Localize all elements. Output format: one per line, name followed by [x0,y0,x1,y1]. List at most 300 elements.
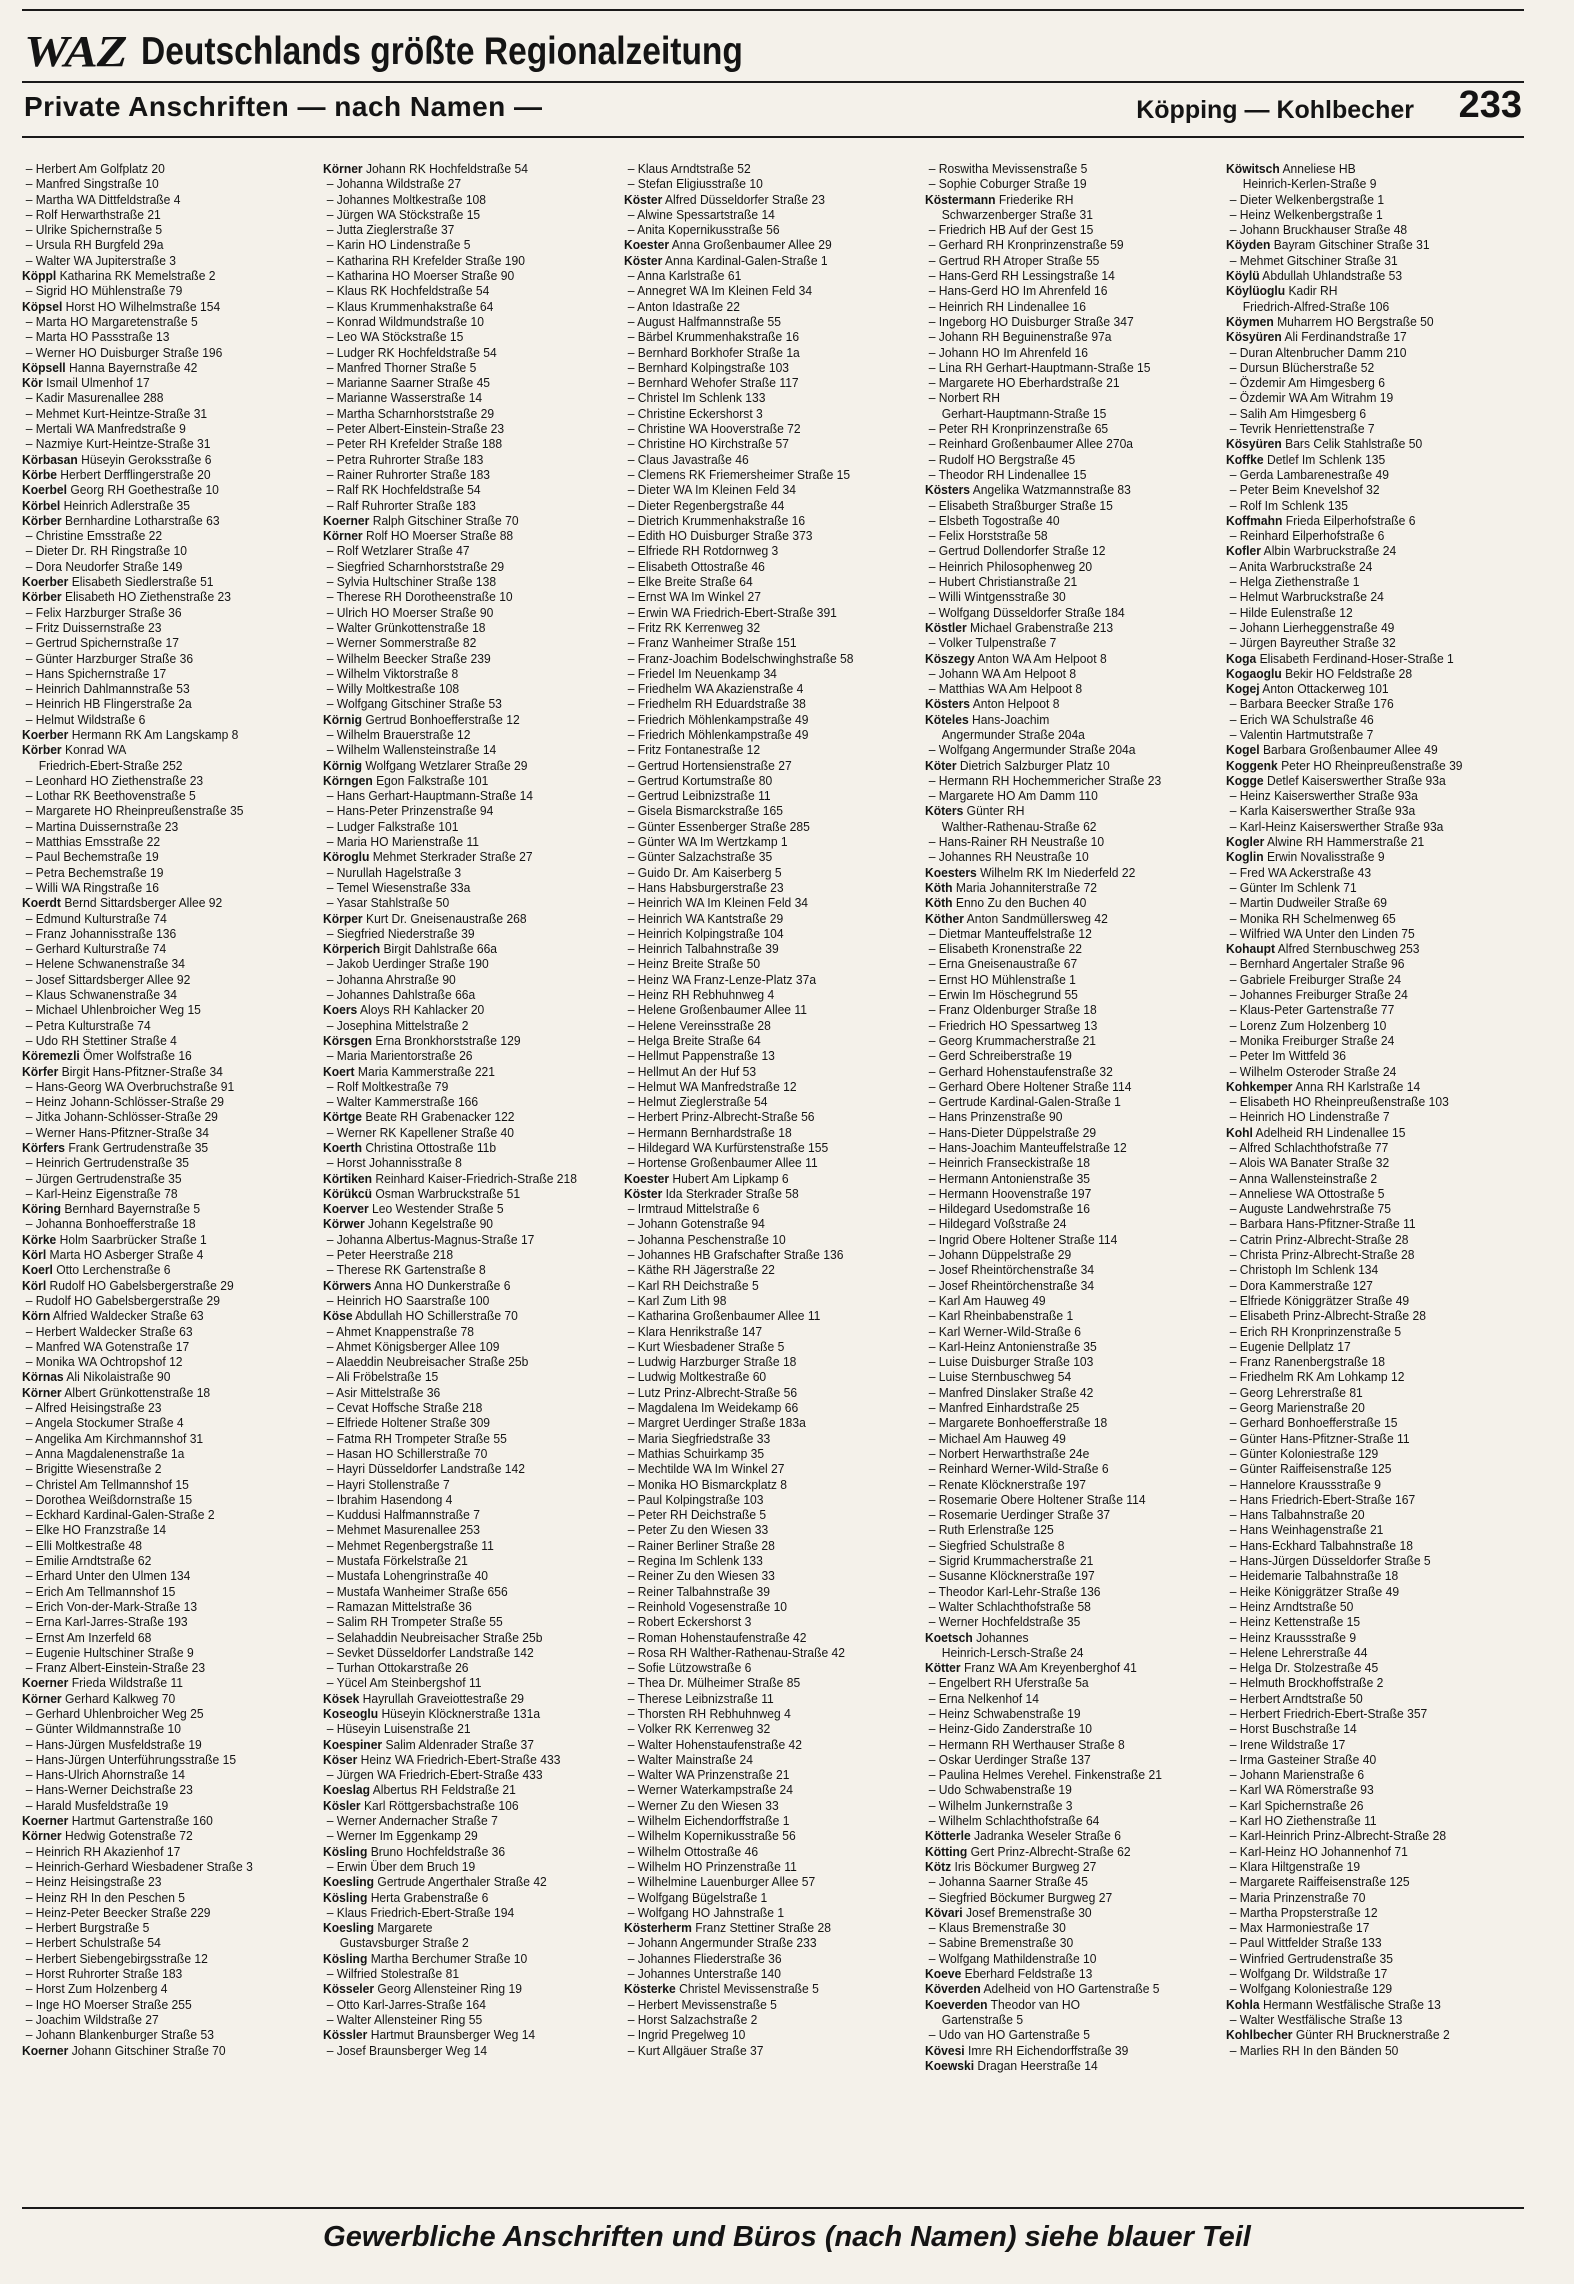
listing-entry: – Martha Propsterstraße 12 [1229,1904,1378,1920]
listing-column-5 [1226,161,1527,2073]
listing-entry: Körner Albert Grünkottenstraße 18 [22,1384,211,1400]
listing-entry: – Franz Ranenbergstraße 18 [1229,1354,1385,1370]
footer-rule [22,2207,1524,2209]
listing-entry: – Gertrude Kardinal-Galen-Straße 1 [928,1094,1121,1110]
listing-entry: – Reinhard Großenbaumer Allee 270a [928,436,1134,452]
listing-entry: Koerner Ralph Gitschiner Straße 70 [323,512,519,528]
listing-entry: – Hans Prinzenstraße 90 [928,1109,1063,1125]
listing-entry: – Franz Johannisstraße 136 [25,925,177,941]
listing-entry: Köszegy Anton WA Am Helpoot 8 [925,650,1107,666]
listing-entry: – Jürgen WA Stöckstraße 15 [326,206,481,222]
header-rule-top [22,81,1524,83]
listing-entry: Kösling Martha Berchumer Straße 10 [323,1950,528,1966]
listing-entry: Koga Elisabeth Ferdinand-Hoser-Straße 1 [1226,650,1454,666]
listing-entry: – Monika WA Ochtropshof 12 [25,1354,183,1370]
listing-entry: – Margarete HO Rheinpreußenstraße 35 [25,803,244,819]
listing-entry: Köster Ida Sterkrader Straße 58 [624,1185,799,1201]
listing-entry: – Matthias WA Am Helpoot 8 [928,681,1083,697]
listing-entry: Koerdt Bernd Sittardsberger Allee 92 [22,895,223,911]
listing-entry: – Erwin WA Friedrich-Ebert-Straße 391 [627,604,837,620]
listing-entry: Köverden Adelheid von HO Gartenstraße 5 [925,1981,1160,1997]
listing-entry: – Reinhard Eilperhofstraße 6 [1229,528,1385,544]
listing-entry: – Konrad Wildmundstraße 10 [326,313,484,329]
listing-entry: – Irma Gasteiner Straße 40 [1229,1751,1377,1767]
listing-entry: – Petra Kulturstraße 74 [25,1017,151,1033]
listing-entry: – Johanna Peschenstraße 10 [627,1231,786,1247]
listing-entry: – Valentin Hartmutstraße 7 [1229,726,1374,742]
listing-entry: – Helmut WA Manfredstraße 12 [627,1078,797,1094]
listing-entry: – Hayri Stollenstraße 7 [326,1476,450,1492]
listing-entry: – Hans Gerhart-Hauptmann-Straße 14 [326,788,534,804]
listing-entry: – Heike Königgrätzer Straße 49 [1229,1583,1400,1599]
listing-entry: – Hortense Großenbaumer Allee 11 [627,1155,818,1171]
listing-entry: – Heinz Kettenstraße 15 [1229,1614,1361,1630]
listing-entry: – Heinz-Gido Zanderstraße 10 [928,1721,1093,1737]
listing-entry: – Johann WA Am Helpoot 8 [928,665,1077,681]
listing-entry: – Wilhelm Kopernikusstraße 56 [627,1828,796,1844]
listing-entry: – Gerhard Kulturstraße 74 [25,941,167,957]
listing-column-4 [925,161,1226,2073]
listing-entry: Körner Gerhard Kalkweg 70 [22,1690,176,1706]
listing-entry: – Günter Im Schlenk 71 [1229,879,1357,895]
listing-entry: – Werner RK Kapellener Straße 40 [326,1124,514,1140]
listing-entry: – Heinz Johann-Schlösser-Straße 29 [25,1094,224,1110]
listing-entry: – Friedhelm WA Akazienstraße 4 [627,681,804,697]
listing-entry: – Robert Eckershorst 3 [627,1614,752,1630]
listing-entry: – Ursula RH Burgfeld 29a [25,237,164,253]
listing-entry: – Bernhard Wehofer Straße 117 [627,375,799,391]
listing-entry: – Mertali WA Manfredstraße 9 [25,421,186,437]
listing-entry: – Margarete HO Am Damm 110 [928,788,1098,804]
listing-entry: – Max Harmoniestraße 17 [1229,1920,1370,1936]
listing-entry: – Hellmut Pappenstraße 13 [627,1048,775,1064]
listing-entry: – Manfred Singstraße 10 [25,176,159,192]
listing-entry: – Walter WA Jupiterstraße 3 [25,252,177,268]
listing-entry: – Johann Blankenburger Straße 53 [25,2027,214,2043]
listing-entry: Kösterherm Franz Stettiner Straße 28 [624,1920,831,1936]
listing-entry: Kövari Josef Bremenstraße 30 [925,1904,1092,1920]
listing-entry: – Franz Oldenburger Straße 18 [928,1002,1097,1018]
listing-entry: – Franz Wanheimer Straße 151 [627,635,797,651]
listing-entry: – Walter Kammerstraße 166 [326,1094,479,1110]
listing-entry: – Wilhelm HO Prinzenstraße 11 [627,1858,797,1874]
listing-entry: Kövesi Imre RH Eichendorffstraße 39 [925,2042,1129,2058]
listing-entry: – Hildegard Usedomstraße 16 [928,1201,1091,1217]
listing-entry: – Marta HO Margaretenstraße 5 [25,313,198,329]
footer-note: Gewerbliche Anschriften und Büros (nach Namen) siehe blauer Teil [323,2221,1251,2253]
listing-entry: Körfers Frank Gertrudenstraße 35 [22,1140,209,1155]
listing-entry: – Günter WA Im Wertzkamp 1 [627,834,788,850]
listing-entry: Kohkemper Anna RH Karlstraße 14 [1226,1078,1421,1094]
listing-entry: Gartenstraße 5 [941,2011,1024,2027]
listing-entry: – Alois WA Banater Straße 32 [1229,1155,1390,1171]
listing-entry: – Karin HO Lindenstraße 5 [326,237,471,253]
listing-entry: – Marianne Wasserstraße 14 [326,390,483,406]
listing-entry: – Sevket Düsseldorfer Landstraße 142 [326,1644,534,1660]
listing-entry: – Johann Lierheggenstraße 49 [1229,619,1395,635]
listing-entry: – Elli Moltkestraße 48 [25,1537,142,1553]
listing-entry: – Herbert Waldecker Straße 63 [25,1323,193,1339]
listing-entry: Koffmahn Frieda Eilperhofstraße 6 [1226,512,1416,528]
listing-entry: Köring Bernhard Bayernstraße 5 [22,1201,201,1217]
listing-entry: – Hans Weinhagenstraße 21 [1229,1522,1384,1538]
listing-entry: – Theodor Karl-Lehr-Straße 136 [928,1583,1101,1599]
listing-entry: Koeslag Albertus RH Feldstraße 21 [323,1782,516,1798]
listing-entry: – Werner Hans-Pfitzner-Straße 34 [25,1124,209,1140]
listing-entry: – Mechtilde WA Im Winkel 27 [627,1461,785,1477]
listing-entry: – Christoph Im Schlenk 134 [1229,1262,1379,1278]
listing-entry: – Cevat Hoffsche Straße 218 [326,1400,483,1416]
listing-entry: – Fritz Duissernstraße 23 [25,619,162,635]
listing-entry: – Alwine Spessartstraße 14 [627,206,775,222]
listing-entry: – Dorothea Weißdornstraße 15 [25,1491,193,1507]
listing-entry: – Christel Im Schlenk 133 [627,390,766,406]
listing-entry: – Erhard Unter den Ulmen 134 [25,1568,191,1584]
listing-entry: – Hans-Dieter Düppelstraße 29 [928,1124,1097,1140]
listing-entry: Kohl Adelheid RH Lindenallee 15 [1226,1124,1406,1140]
listing-entry: – Helga Breite Straße 64 [627,1032,761,1048]
listing-entry: – Ulrich HO Moerser Straße 90 [326,604,494,620]
listing-entry: Körbasan Hüseyin Geroksstraße 6 [22,451,212,467]
listing-entry: – Gertrud RH Atroper Straße 55 [928,252,1100,268]
listing-entry: – Heinrich RH Akazienhof 17 [25,1843,181,1859]
listing-entry: – Werner Sommerstraße 82 [326,635,477,651]
listing-entry: – Klaus-Peter Gartenstraße 77 [1229,1002,1395,1018]
listing-entry: Kohaupt Alfred Sternbuschweg 253 [1226,941,1420,957]
listing-entry: Koesling Margarete [323,1920,433,1936]
listing-entry: – Marta HO Passstraße 13 [25,329,170,345]
listing-entry: – Gertrud Dollendorfer Straße 12 [928,543,1106,559]
listing-entry: Koert Maria Kammerstraße 221 [323,1063,496,1079]
listing-entry: – Temel Wiesenstraße 33a [326,879,471,895]
listing-entry: – Hüseyin Luisenstraße 21 [326,1721,471,1737]
listing-entry: – Elfriede Holtener Straße 309 [326,1415,491,1431]
listing-entry: Kösling Herta Grabenstraße 6 [323,1889,489,1905]
listing-entry: – Christine HO Kirchstraße 57 [627,436,789,452]
listing-entry: – Walter Schlachthofstraße 58 [928,1598,1091,1614]
listing-entry: Kösek Hayrullah Graveiottestraße 29 [323,1690,524,1706]
listing-entry: Kösler Karl Röttgersbachstraße 106 [323,1797,519,1813]
listing-entry: Körperich Birgit Dahlstraße 66a [323,941,498,957]
listing-entry: Körnas Ali Nikolaistraße 90 [22,1369,171,1385]
listing-entry: – Rolf Moltkestraße 79 [326,1078,449,1094]
listing-entry: – Christine Emsstraße 22 [25,528,163,544]
listing-entry: Körl Marta HO Asberger Straße 4 [22,1247,204,1263]
listing-entry: Körfer Birgit Hans-Pfitzner-Straße 34 [22,1063,223,1079]
listing-entry: – Martin Dudweiler Straße 69 [1229,895,1387,911]
listing-entry: – Herbert Burgstraße 5 [25,1920,150,1936]
listing-entry: – Siegfried Niederstraße 39 [326,925,475,941]
listing-entry: – Ingrid Obere Holtener Straße 114 [928,1231,1118,1247]
listing-entry: – Katharina RH Krefelder Straße 190 [326,252,525,268]
listing-entry: – Turhan Ottokarstraße 26 [326,1660,469,1676]
listing-entry: – Klaus Bremenstraße 30 [928,1920,1066,1936]
listing-entry: – Monika Freiburger Straße 24 [1229,1032,1395,1048]
listing-entry: – Gerhard Hohenstaufenstraße 32 [928,1063,1113,1079]
listing-entry: – Heinz RH Rebhuhnweg 4 [627,987,775,1003]
listing-entry: Kogel Barbara Großenbaumer Allee 49 [1226,742,1438,758]
listing-entry: – Friedrich HO Spessartweg 13 [928,1017,1098,1033]
listing-entry: – Lina RH Gerhart-Hauptmann-Straße 15 [928,359,1151,375]
listing-entry: – Hans Spichernstraße 17 [25,665,167,681]
listing-entry: – Peter Heerstraße 218 [326,1247,454,1263]
listing-entry: – Rosemarie Uerdinger Straße 37 [928,1507,1111,1523]
listing-entry: – Christine WA Hooverstraße 72 [627,421,801,437]
listing-entry: – Ruth Erlenstraße 125 [928,1522,1054,1538]
listing-entry: – Hermann Bernhardstraße 18 [627,1124,792,1140]
listing-entry: – Reiner Talbahnstraße 39 [627,1583,770,1599]
listing-entry: – Heinrich-Gerhard Wiesbadener Straße 3 [25,1858,253,1874]
listing-entry: – Ralf Ruhrorter Straße 183 [326,497,476,513]
listing-entry: – Werner HO Duisburger Straße 196 [25,344,223,360]
header-rule-bottom [22,136,1524,138]
listing-entry: Kössler Hartmut Braunsberger Weg 14 [323,2027,536,2043]
listing-entry: Köteles Hans-Joachim [925,711,1050,727]
listing-entry: – Klaus Friedrich-Ebert-Straße 194 [326,1904,515,1920]
listing-entry: – Magdalena Im Weidekamp 66 [627,1400,799,1416]
listing-entry: – Jürgen Bayreuther Straße 32 [1229,635,1396,651]
listing-entry: – Luise Duisburger Straße 103 [928,1354,1094,1370]
listing-entry: Koggenk Peter HO Rheinpreußenstraße 39 [1226,757,1463,773]
listing-entry: – Günter Salzachstraße 35 [627,849,773,865]
listing-entry: – Eckhard Kardinal-Galen-Straße 2 [25,1507,215,1523]
listing-entry: – Ulrike Spichernstraße 5 [25,222,163,238]
listing-entry: – Susanne Klöcknerstraße 197 [928,1568,1095,1584]
listing-entry: – Rolf Im Schlenk 135 [1229,497,1349,513]
listing-entry: – Hans-Jürgen Düsseldorfer Straße 5 [1229,1553,1431,1569]
listing-entry: Koester Anna Großenbaumer Allee 29 [624,237,832,253]
listing-entry: – Martha WA Dittfeldstraße 4 [25,191,181,207]
listing-entry: – Heinz Welkenbergstraße 1 [1229,206,1383,222]
listing-entry: Körber Bernhardine Lotharstraße 63 [22,512,220,528]
listing-entry: – Heinrich HO Saarstraße 100 [326,1292,490,1308]
listing-entry: – Dora Kammerstraße 127 [1229,1277,1373,1293]
listing-entry: – Lothar RK Beethovenstraße 5 [25,788,196,804]
listing-entry: – Herbert Siebengebirgsstraße 12 [25,1950,208,1966]
listing-entry: Körngen Egon Falkstraße 101 [323,772,489,788]
listing-entry: Körbe Herbert Derfflingerstraße 20 [22,466,211,482]
listing-entry: Koetsch Johannes [925,1629,1029,1645]
listing-entry: – Therese RK Gartenstraße 8 [326,1262,486,1278]
listing-entry: – Johann RH Beguinenstraße 97a [928,329,1112,345]
listing-entry: – Felix Horststraße 58 [928,528,1048,544]
listing-entry: Köroglu Mehmet Sterkrader Straße 27 [323,849,533,865]
listing-entry: – Heinz WA Franz-Lenze-Platz 37a [627,971,817,987]
listing-entry: – Gerhard RH Kronprinzenstraße 59 [928,237,1124,253]
listing-entry: – Michael Am Hauweg 49 [928,1430,1066,1446]
listing-entry: – Karla Kaiserswerther Straße 93a [1229,803,1416,819]
listing-entry: – Rolf Herwarthstraße 21 [25,206,161,222]
listing-entry: – Werner Hochfeldstraße 35 [928,1614,1081,1630]
listing-entry: – Heinrich Talbahnstraße 39 [627,941,779,957]
listing-entry: – Helmut Wildstraße 6 [25,711,146,727]
listing-entry: – Ingeborg HO Duisburger Straße 347 [928,313,1134,329]
listing-entry: – Wilhelm Brauerstraße 12 [326,726,471,742]
listing-entry: – Wilhelm Viktorstraße 8 [326,665,459,681]
listing-entry: – Lutz Prinz-Albrecht-Straße 56 [627,1384,798,1400]
listing-entry: – Wilhelm Schlachthofstraße 64 [928,1813,1100,1829]
listing-entry: – Heinz Heisingstraße 23 [25,1874,162,1890]
listing-entry: – Hans-Jürgen Unterführungsstraße 15 [25,1751,237,1767]
listing-entry: – Dieter Dr. RH Ringstraße 10 [25,543,187,559]
listing-entry: Körper Kurt Dr. Gneisenaustraße 268 [323,910,527,926]
listing-entry: – Dora Neudorfer Straße 149 [25,558,183,574]
listing-entry: – Monika RH Schelmenweg 65 [1229,910,1396,926]
listing-entry: – Karl Werner-Wild-Straße 6 [928,1323,1082,1339]
listing-entry: – Johanna Albertus-Magnus-Straße 17 [326,1231,535,1247]
listing-entry: – Maria HO Marienstraße 11 [326,834,480,850]
listing-entry: – Irmtraud Mittelstraße 6 [627,1201,760,1217]
listing-entry: – Josephina Mittelstraße 2 [326,1017,469,1033]
listing-entry: – Jutta Zieglerstraße 37 [326,222,455,238]
listing-entry: Kogej Anton Ottackerweg 101 [1226,681,1389,697]
listing-entry: – Renate Klöcknerstraße 197 [928,1476,1086,1492]
listing-entry: Köylü Abdullah Uhlandstraße 53 [1226,268,1403,284]
listing-entry: Kogge Detlef Kaiserswerther Straße 93a [1226,772,1446,788]
listing-entry: – Karl WA Römerstraße 93 [1229,1782,1374,1798]
page-number: 233 [1458,84,1522,126]
listing-entry: – Ahmet Knappenstraße 78 [326,1323,474,1339]
listing-entry: Koerber Hermann RK Am Langskamp 8 [22,726,239,742]
listing-entry: – Paul Bechemstraße 19 [25,849,159,865]
listing-entry: Koewski Dragan Heerstraße 14 [925,2057,1098,2073]
listing-entry: – Wilhelmine Lauenburger Allee 57 [627,1874,816,1890]
listing-entry: Körner Rolf HO Moerser Straße 88 [323,528,514,544]
listing-entry: – Wilhelm Wallensteinstraße 14 [326,742,497,758]
listing-entry: – Mehmet Kurt-Heintze-Straße 31 [25,405,208,421]
listing-entry: – Josef Braunsberger Weg 14 [326,2042,488,2058]
listing-entry: – Stefan Eligiusstraße 10 [627,176,763,192]
listing-entry: – Hans-Eckhard Talbahnstraße 18 [1229,1537,1413,1553]
listing-entry: – Karl-Heinz Kaiserswerther Straße 93a [1229,818,1444,834]
listing-entry: Koesling Gertrude Angerthaler Straße 42 [323,1874,547,1890]
listing-entry: – Wilhelm Beecker Straße 239 [326,650,491,666]
listing-entry: – Ludwig Moltkestraße 60 [627,1369,767,1385]
listing-entry: – Hildegard Voßstraße 24 [928,1216,1067,1232]
listing-entry: – Hildegard WA Kurfürstenstraße 155 [627,1140,829,1155]
listing-entry: – Martina Duissernstraße 23 [25,818,179,834]
listing-entry: – Hermann Hoovenstraße 197 [928,1185,1092,1201]
listing-entry: Kösterke Christel Mevissenstraße 5 [624,1981,819,1997]
listing-entry: Koerner Johann Gitschiner Straße 70 [22,2042,226,2058]
listing-entry: Koerl Otto Lerchenstraße 6 [22,1262,171,1278]
listing-entry: – Siegfried Schulstraße 8 [928,1537,1065,1553]
listing-entry: – Günter Harzburger Straße 36 [25,650,194,666]
listing-entry: Köser Heinz WA Friedrich-Ebert-Straße 433 [323,1751,561,1767]
listing-entry: – Karl-Heinz Eigenstraße 78 [25,1185,178,1201]
listing-entry: – Hubert Christianstraße 21 [928,574,1078,590]
listing-entry: Heinrich-Lersch-Straße 24 [941,1644,1084,1660]
listing-entry: – Ralf RK Hochfeldstraße 54 [326,482,481,498]
listing-entry: – Johannes Dahlstraße 66a [326,987,476,1003]
listing-entry: Körtge Beate RH Grabenacker 122 [323,1109,515,1125]
listing-entry: – Heinz Arndtstraße 50 [1229,1598,1354,1614]
listing-entry: – Heinrich HO Lindenstraße 7 [1229,1109,1390,1125]
listing-entry: Köth Maria Johanniterstraße 72 [925,879,1098,895]
listing-entry: – Regina Im Schlenk 133 [627,1553,763,1569]
listing-entry: – Auguste Landwehrstraße 75 [1229,1201,1392,1217]
listing-entry: – Klaus Krummenhakstraße 64 [326,298,494,314]
listing-entry: – Bärbel Krummenhakstraße 16 [627,329,800,345]
listing-entry: – August Halfmannstraße 55 [627,313,781,329]
listing-entry: – Helmut Zieglerstraße 54 [627,1094,768,1110]
listing-entry: – Günter Koloniestraße 129 [1229,1445,1379,1461]
listing-entry: – Johannes HB Grafschafter Straße 136 [627,1247,844,1263]
listing-entry: – Ludger RK Hochfeldstraße 54 [326,344,497,360]
listing-entry: – Hans-Georg WA Overbruchstraße 91 [25,1078,235,1094]
listing-entry: – Wilhelm Osteroder Straße 24 [1229,1063,1397,1079]
listing-entry: – Gertrud Leibnizstraße 11 [627,788,771,804]
listing-entry: Kösyüren Ali Ferdinandstraße 17 [1226,329,1407,345]
listing-entry: – Roman Hohenstaufenstraße 42 [627,1629,807,1645]
listing-entry: – Heinrich Kolpingstraße 104 [627,925,784,941]
listing-entry: Köppl Katharina RK Memelstraße 2 [22,268,216,284]
listing-entry: Köremezli Ömer Wolfstraße 16 [22,1048,192,1064]
listing-entry: – Erwin Im Höschegrund 55 [928,987,1078,1003]
listing-entry: – Hans-Rainer RH Neustraße 10 [928,834,1105,850]
listing-entry: – Heinrich Philosophenweg 20 [928,558,1093,574]
listing-entry: – Wolfgang Gitschiner Straße 53 [326,696,502,712]
listing-entry: Kötting Gert Prinz-Albrecht-Straße 62 [925,1843,1131,1859]
listing-entry: – Horst Salzachstraße 2 [627,2011,758,2027]
listing-entry: – Dietmar Manteuffelstraße 12 [928,925,1092,941]
listing-entry: – Johanna Ahrstraße 90 [326,971,456,987]
listing-entry: – Annegret WA Im Kleinen Feld 34 [627,283,813,299]
listing-entry: – Willi WA Ringstraße 16 [25,879,159,895]
listing-entry: – Wilhelm Junkernstraße 3 [928,1797,1073,1813]
listing-entry: – Inge HO Moerser Straße 255 [25,1996,192,2012]
listing-entry: – Käthe RH Jägerstraße 22 [627,1262,775,1278]
listing-entry: – Wilfried WA Unter den Linden 75 [1229,925,1415,941]
listing-entry: – Udo RH Stettiner Straße 4 [25,1032,177,1048]
listing-entry: – Therese Leibnizstraße 11 [627,1690,774,1706]
listing-entry: – Erna Karl-Jarres-Straße 193 [25,1614,188,1630]
listing-entry: – Anna Wallensteinstraße 2 [1229,1170,1378,1186]
listing-entry: – Karl RH Deichstraße 5 [627,1277,759,1293]
listing-entry: – Peter Beim Knevelshof 32 [1229,482,1380,498]
listing-entry: Köpsel Horst HO Wilhelmstraße 154 [22,298,221,314]
listing-entry: – Ludger Falkstraße 101 [326,818,459,834]
listing-entry: – Salim RH Trompeter Straße 55 [326,1614,503,1630]
listing-entry: – Erwin Über dem Bruch 19 [326,1858,476,1874]
listing-entry: – Mathias Schuirkamp 35 [627,1445,765,1461]
listing-entry: – Erich RH Kronprinzenstraße 5 [1229,1323,1402,1339]
listing-entry: – Dieter WA Im Kleinen Feld 34 [627,482,796,498]
listing-entry: Körber Konrad WA [22,742,127,758]
listing-entry: – Ibrahim Hasendong 4 [326,1491,453,1507]
listing-entry: Kohla Hermann Westfälische Straße 13 [1226,1996,1441,2012]
listing-entry: – Angela Stockumer Straße 4 [25,1415,184,1431]
listing-entry: – Gerd Schreiberstraße 19 [928,1048,1072,1064]
listing-entry: – Wolfgang Dr. Wildstraße 17 [1229,1966,1388,1982]
listing-entry: – Johann Marienstraße 6 [1229,1767,1365,1783]
listing-entry: – Helmut Warbruckstraße 24 [1229,589,1384,605]
top-rule [22,9,1524,11]
listing-entry: Körnig Wolfgang Wetzlarer Straße 29 [323,757,528,773]
listing-entry: – Josef Rheintörchenstraße 34 [928,1262,1095,1278]
listing-entry: – Gerhard Bonhoefferstraße 15 [1229,1415,1398,1431]
listing-entry: – Heinrich WA Im Kleinen Feld 34 [627,895,809,911]
listing-entry: – Willy Moltkestraße 108 [326,681,460,697]
listing-entry: – Hermann Antonienstraße 35 [928,1170,1091,1186]
listing-entry: Kötter Franz WA Am Kreyenberghof 41 [925,1660,1137,1676]
listing-entry: – Anna Magdalenenstraße 1a [25,1445,185,1461]
listing-entry: – Leonhard HO Ziethenstraße 23 [25,772,204,788]
listing-entry: – Joachim Wildstraße 27 [25,2011,159,2027]
listing-entry: – Fatma RH Trompeter Straße 55 [326,1430,507,1446]
listing-entry: – Heinrich WA Kantstraße 29 [627,910,784,926]
listing-entry: – Friedhelm RK Am Lohkamp 12 [1229,1369,1405,1385]
